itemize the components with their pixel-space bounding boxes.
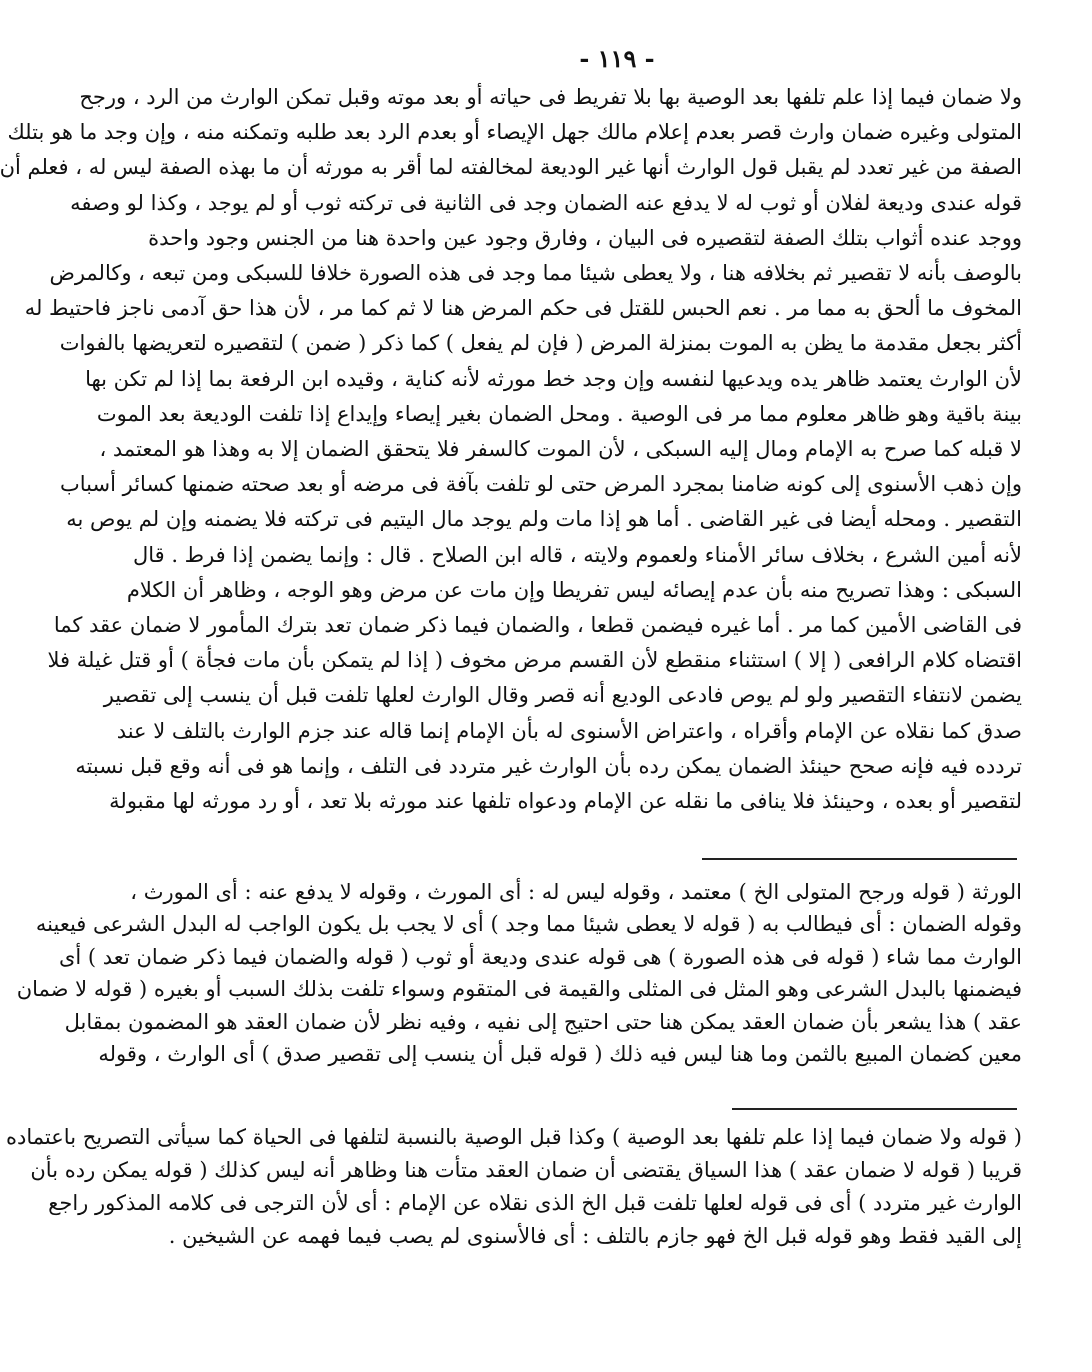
- gloss-line: الورثة ( قوله ورجح المتولى الخ ) معتمد ، وقوله ليس له : أى المورث ، وقوله لا يدفع عنه : أى المورث ،: [130, 880, 1022, 904]
- text-line: لتقصير أو بعده ، وحينئذ فلا ينافى ما نقله عن الإمام ودعواه تلفها عند مورثه بلا تعد ، أو رد مورثه لها مقبولة: [109, 789, 1022, 814]
- text-line: التقصير . ومحله أيضا فى غير القاضى . أما هو إذا مات ولم يوجد مال اليتيم فى تركته فلا يضمنه وإن لم يوص به: [66, 507, 1022, 532]
- page-number: - ١١٩ -: [579, 44, 655, 73]
- text-line: قوله عندى وديعة لفلان أو ثوب له لا يدفع عنه الضمان وجد فى الثانية فى تركته ثوب أو لم يوجد ، وكذا لو وصفه: [70, 190, 1022, 215]
- footnote-commentary: [6, 1121, 1022, 1253]
- gloss-line: فيضمنها بالبدل الشرعى وهو المثل فى المثلى والقيمة فى المتقوم وسواء تلفت بذلك السبب أو بغيره ( قوله لا ضمان: [16, 977, 1022, 1002]
- text-line: الصفة من غير تعدد لم يقبل قول الوارث أنها غير الوديعة لمخالفته لما أقر به مورثه أن ما بهذه الصفة ليس له ، فعلم أن: [0, 155, 1022, 180]
- text-line: ولا ضمان فيما إذا علم تلفها بعد الوصية بها بلا تفريط فى حياته أو بعد موته وقبل تمكن الوارث من الرد ، ورجح: [79, 85, 1022, 109]
- text-line: يضمن لانتفاء التقصير ولو لم يوص فادعى الوديع أنه قصر وقال الوارث لعلها تلفت قبل أن ينسب إلى تقصير: [103, 683, 1022, 708]
- footnote-line: الوارث غير متردد ) أى فى قوله لعلها تلفت قبل الخ الذى نقلاه عن الإمام : أى لأن الترجى فى كلامه المذكور راجع: [48, 1191, 1022, 1215]
- main-text: [0, 80, 1022, 819]
- text-line: وإن ذهب الأسنوى إلى كونه ضامنا بمجرد المرض حتى لو تلفت بآفة فى مرضه أو بعد صحته ضمنها كسائر أسباب: [60, 472, 1022, 497]
- gloss-divider: [702, 858, 1017, 860]
- text-line: لأن الوارث يعتمد ظاهر يده ويدعيها لنفسه وإن وجد خط مورثه لأنه كناية ، وقيده ابن الرفعة بما إذا لم تكن بها: [85, 366, 1022, 391]
- text-line: المتولى وغيره ضمان وارث قصر بعدم إعلام مالك جهل الإيصاء أو بعدم الرد بعد طلبه وتمكنه منه ، وإن وجد ما هو بتلك: [7, 120, 1022, 145]
- text-line: صدق كما نقلاه عن الإمام وأقراه ، واعتراض الأسنوى له بأن الإمام إنما قاله عند جزم الوارث بالتلف لا عند: [116, 718, 1022, 743]
- gloss-line: معين كضمان المبيع بالثمن وما هنا ليس فيه ذلك ( قوله قبل أن ينسب إلى تقصير صدق ) أى الوارث ، وقوله: [98, 1042, 1022, 1067]
- text-line: لا قبله كما صرح به الإمام ومال إليه السبكى ، لأن الموت كالسفر فلا يتحقق الضمان إلا به وهذا هو المعتمد ،: [99, 437, 1022, 462]
- footnote-line: قريبا ( قوله لا ضمان عقد ) هذا السياق يقتضى أن ضمان العقد متأت هنا وظاهر أنه ليس كذلك ( قوله يمكن رده بأن: [30, 1158, 1022, 1182]
- text-line: المخوف ما ألحق به مما مر . نعم الحبس للقتل فى حكم المرض هنا لا ثم كما مر ، لأن هذا حق آدمى ناجز فاحتيط له: [24, 296, 1022, 321]
- gloss-line: وقوله الضمان : أى فيطالب به ( قوله لا يعطى شيئا مما وجد ) أى لا يجب بل يكون الواجب له البدل الشرعى فيعينه: [35, 912, 1022, 937]
- footnote-line: إلى القيد فقط وهو قوله قبل الخ فهو جازم بالتلف : أى فالأسنوى لم يصب فيما فهمه عن الشيخين .: [168, 1224, 1022, 1248]
- text-line: السبكى : وهذا تصريح منه بأن عدم إيصائه ليس تفريطا وإن مات عن مرض وهو الوجه ، وظاهر أن الكلام: [126, 577, 1022, 602]
- text-line: لأنه أمين الشرع ، بخلاف سائر الأمناء ولعموم ولايته ، قاله ابن الصلاح . قال : وإنما يضمن إذا فرط . قال: [132, 542, 1022, 567]
- text-line: بالوصف بأنه لا تقصير ثم بخلافه هنا ، ولا يعطى شيئا مما وجد فى هذه الصورة خلافا للسبكى ومن تبعه ، وكالمرض: [49, 261, 1022, 286]
- text-line: تردده فيه فإنه صحح حينئذ الضمان يمكن رده بأن الوارث غير متردد فى التلف ، وإنما هو فى أنه وقع قبل نسبته: [75, 753, 1022, 778]
- gloss-line: عقد ) هذا يشعر بأن ضمان العقد يمكن هنا حتى احتيج إلى نفيه ، وفيه نظر لأن ضمان العقد هو المضمون بمقابل: [64, 1009, 1022, 1034]
- footnote-line: ( قوله ولا ضمان فيما إذا علم تلفها بعد الوصية ) وكذا قبل الوصية بالنسبة لتلفها فى الحياة كما سيأتى التصريح باعتماده: [6, 1125, 1022, 1149]
- text-line: ووجد عنده أثواب بتلك الصفة لتقصيره فى البيان ، وفارق وجود عين واحدة هنا من الجنس وجود واحدة: [148, 225, 1022, 250]
- text-line: أكثر بجعل مقدمة ما يظن به الموت بمنزلة المرض ( فإن لم يفعل ) كما ذكر ( ضمن ) لتقصيره لتعريضها بالفوات: [59, 331, 1022, 356]
- gloss-commentary: [16, 876, 1022, 1070]
- gloss-line: الوارث مما شاء ( قوله فى هذه الصورة ) هى قوله عندى وديعة أو ثوب ( قوله والضمان فيما ذكر ضمان تعد ) أى: [58, 944, 1022, 969]
- footnote-divider: [732, 1108, 1017, 1110]
- text-line: فى القاضى الأمين كما مر . أما غيره فيضمن قطعا ، والضمان فيما ذكر ضمان تعد بترك المأمور لا ضمان عقد كما: [53, 613, 1022, 638]
- text-line: بينة باقية وهو ظاهر معلوم مما مر فى الوصية . ومحل الضمان بغير إيصاء وإيداع إذا تلفت الوديعة بعد الموت: [96, 401, 1022, 426]
- text-line: اقتضاه كلام الرافعى ( إلا ) استثناء منقطع لأن القسم مرض مخوف ( إذا لم يتمكن بأن مات فجأة ) أو قتل غيلة فلا: [47, 648, 1022, 673]
